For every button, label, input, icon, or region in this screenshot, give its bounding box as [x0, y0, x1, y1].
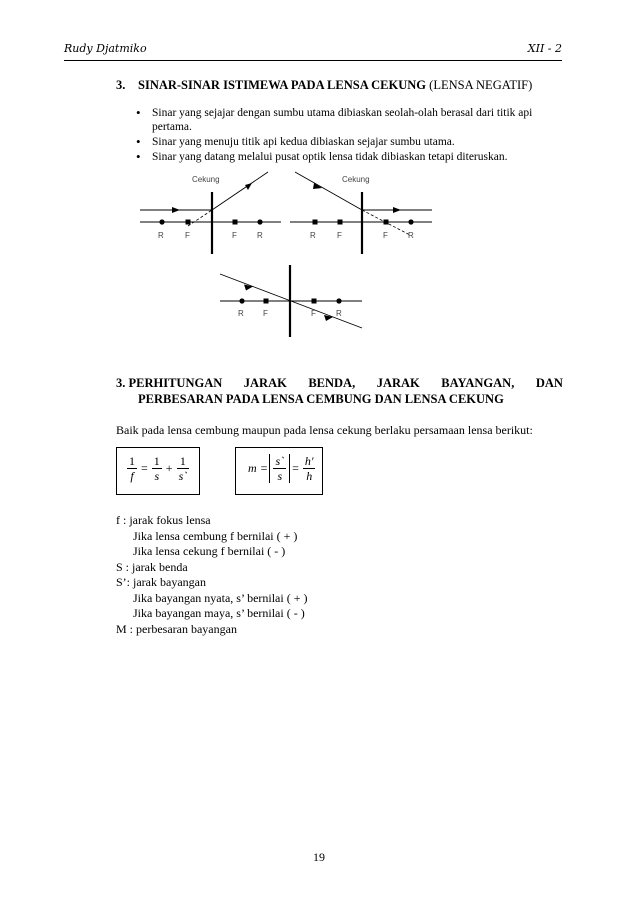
label-F: F	[337, 231, 342, 240]
magnification-equation-box	[235, 447, 323, 495]
diagram-ray-optical-center	[220, 265, 362, 337]
lens-label: Cekung	[192, 175, 220, 184]
list-item: • Sinar yang menuju titik api kedua dibiaskan sejajar sumbu utama.	[134, 135, 564, 149]
section-b-title	[116, 375, 563, 407]
label-F: F	[232, 231, 237, 240]
section-b-number: 3.	[116, 376, 126, 390]
section-a-title-bold: SINAR-SINAR ISTIMEWA PADA LENSA CEKUNG	[138, 78, 427, 92]
title-word: BENDA,	[308, 376, 356, 390]
ray-arrow-icon	[172, 207, 180, 213]
equals-sign: =	[141, 461, 148, 475]
label-R: R	[310, 231, 316, 240]
definition-line: Jika lensa cekung f bernilai ( - )	[133, 544, 286, 558]
ray-arrow-icon	[245, 183, 252, 190]
label-F: F	[263, 309, 268, 318]
magnification-symbol: m	[248, 461, 257, 475]
plus-sign: +	[165, 461, 173, 475]
label-R: R	[238, 309, 244, 318]
point-F-right	[233, 220, 238, 225]
definition-line: f : jarak fokus lensa	[116, 513, 211, 527]
fraction-h-prime-over-h: $\frac{h'}{h}$	[304, 454, 314, 483]
point-R-right	[336, 298, 341, 303]
diagram-ray-parallel	[140, 172, 281, 254]
definition-line: M : perbesaran bayangan	[116, 621, 237, 636]
fraction-1-over-s-prime: $\frac{1}{s`}$	[178, 454, 188, 483]
title-word: DAN	[535, 376, 563, 390]
fraction-1-over-f: $\frac{1}{f}$	[129, 454, 135, 483]
section-b-title-line2: PERBESARAN PADA LENSA CEMBUNG DAN LENSA CEKUNG	[138, 392, 504, 406]
definition-line: S’: jarak bayangan	[116, 575, 206, 589]
definition-line: Jika lensa cembung f bernilai ( + )	[133, 528, 298, 543]
title-word: JARAK	[376, 376, 420, 390]
title-word: JARAK	[243, 376, 287, 390]
label-R: R	[257, 231, 263, 240]
point-R-left	[159, 219, 164, 224]
definition-line: Jika bayangan maya, s’ bernilai ( - )	[133, 606, 305, 620]
definition-line: Jika bayangan nyata, s’ bernilai ( + )	[133, 590, 308, 605]
title-word: PERHITUNGAN	[128, 376, 223, 390]
class-label: XII - 2	[527, 42, 562, 55]
page-number: 19	[313, 850, 325, 864]
equals-sign: =	[260, 461, 268, 475]
label-R: R	[158, 231, 164, 240]
section-a-number: 3.	[116, 78, 126, 92]
lens-equation-box	[116, 447, 200, 495]
title-word: BAYANGAN,	[441, 376, 515, 390]
point-F-right	[384, 220, 389, 225]
list-item: • Sinar yang datang melalui pusat optik lensa tidak dibiaskan tetapi diteruskan.	[134, 150, 564, 164]
ray-arrow-icon	[313, 183, 322, 189]
label-F: F	[383, 231, 388, 240]
label-R: R	[408, 231, 414, 240]
point-R-left	[313, 220, 318, 225]
label-F: F	[185, 231, 190, 240]
lens-equation-intro: Baik pada lensa cembung maupun pada lensa cekung berlaku persamaan lensa berikut:	[116, 423, 533, 437]
symbol-definitions	[116, 513, 307, 637]
ray-arrow-icon	[244, 285, 253, 291]
point-R-right	[257, 219, 262, 224]
ray-arrow-icon	[393, 207, 401, 213]
diagram-ray-toward-focus	[290, 172, 432, 254]
section-b-title-line1	[116, 375, 563, 391]
fraction-1-over-s: $\frac{1}{s}$	[153, 454, 160, 483]
point-R-left	[239, 298, 244, 303]
section-a-title-normal: (LENSA NEGATIF)	[429, 78, 533, 92]
point-F-left	[186, 220, 191, 225]
absolute-value: $\frac{s`}{s}$	[269, 454, 290, 483]
point-R-right	[408, 219, 413, 224]
point-F-right	[312, 299, 317, 304]
label-F: F	[311, 309, 316, 318]
list-item: • Sinar yang sejajar dengan sumbu utama dibiaskan seolah-olah berasal dari titik api pertama.	[134, 106, 564, 134]
equals-sign: =	[292, 461, 299, 475]
point-F-left	[338, 220, 343, 225]
author-name: Rudy Djatmiko	[64, 42, 147, 55]
lens-label: Cekung	[342, 175, 370, 184]
label-R: R	[336, 309, 342, 318]
definition-line: S : jarak benda	[116, 559, 188, 574]
ray-arrow-icon	[324, 315, 333, 321]
point-F-left	[264, 299, 269, 304]
